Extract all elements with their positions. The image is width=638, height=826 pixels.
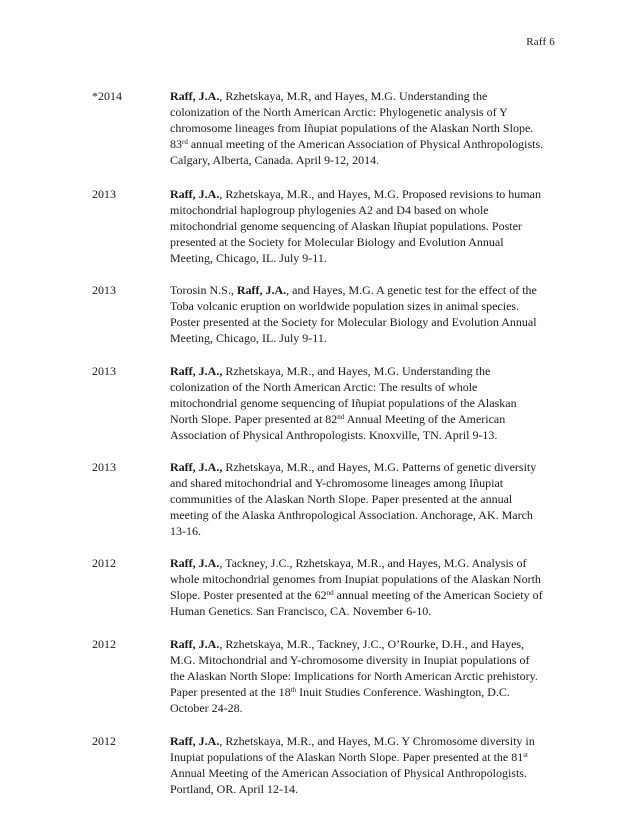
author-highlight: Raff, J.A.,: [170, 364, 223, 378]
author-highlight: Raff, J.A.: [170, 556, 220, 570]
author-highlight: Raff, J.A.: [170, 734, 220, 748]
citation-year: 2013: [92, 460, 116, 474]
citation-text: [170, 186, 545, 266]
citation-fragment: Inuit Studies Conference. Washington, D.C. October 24-28.: [170, 685, 510, 715]
citation-year: 2013: [92, 283, 116, 297]
citation-fragment: , Rzhetskaya, M.R., and Hayes, M.G. Proposed revisions to human mitochondrial haplogroup phylogenies A2 and D4 based on whole mitochondrial genome sequencing of Alaskan Iñupiat populations. Poster presented at the Society for Molecular Biology and Evolution Annual Meeting, Chicago, IL. July 9-11.: [170, 187, 541, 265]
citation-fragment: annual meeting of the American Society of Human Genetics. San Francisco, CA. November 6-10.: [170, 588, 543, 618]
ordinal-suffix: nd: [337, 413, 345, 421]
citation-fragment: , Rzhetskaya, M.R., Tackney, J.C., O’Rourke, D.H., and Hayes, M.G. Mitochondrial and Y-chromosome diversity in Inupiat populations of the Alaskan North Slope: Implications for North American Arctic prehistory. Paper presented at the 18: [170, 637, 538, 699]
citation-entry: [0, 363, 638, 443]
citation-fragment: , Rzhetskaya, M.R, and Hayes, M.G. Understanding the colonization of the North American Arctic: Phylogenetic analysis of Y chromosome lineages from Iñupiat populations of the Alaskan North Slope. 83: [170, 89, 534, 151]
citation-text: [170, 555, 545, 619]
citation-fragment: , Rzhetskaya, M.R., and Hayes, M.G. Y Chromosome diversity in Inupiat populations of the Alaskan North Slope. Paper presented at the 81: [170, 734, 535, 764]
citation-year: 2013: [92, 364, 116, 378]
author-highlight: Raff, J.A.: [170, 637, 220, 651]
author-highlight: Raff, J.A.: [170, 89, 220, 103]
citation-year: 2012: [92, 637, 116, 651]
citation-text: [170, 636, 545, 716]
citation-entry: [0, 733, 638, 797]
citation-entry: [0, 555, 638, 619]
citation-text: [170, 88, 545, 168]
citation-year: 2012: [92, 556, 116, 570]
citation-year: *2014: [92, 89, 122, 103]
citation-fragment: Rzhetskaya, M.R., and Hayes, M.G. Understanding the colonization of the North American Arctic: The results of whole mitochondrial genome sequencing of Iñupiat populations of the Alaskan North Slope. Paper presented at 82: [170, 364, 517, 426]
citation-entry: [0, 459, 638, 539]
citation-fragment: , and Hayes, M.G. A genetic test for the effect of the Toba volcanic eruption on worldwide population sizes in animal species. Poster presented at the Society for Molecular Biology and Evolution Annual Meeting, Chicago, IL. July 9-11.: [170, 283, 537, 345]
citation-text: [170, 733, 545, 797]
citation-fragment: annual meeting of the American Association of Physical Anthropologists. Calgary, Alberta, Canada. April 9-12, 2014.: [170, 137, 544, 167]
citation-year: 2012: [92, 734, 116, 748]
citation-fragment: Annual Meeting of the American Association of Physical Anthropologists. Knoxville, TN. April 9-13.: [170, 412, 506, 442]
ordinal-suffix: nd: [326, 589, 334, 597]
citation-year: 2013: [92, 187, 116, 201]
citation-fragment: Torosin N.S.,: [170, 283, 237, 297]
author-highlight: Raff, J.A.: [236, 283, 287, 297]
citation-text: [170, 282, 545, 346]
citation-entry: [0, 636, 638, 716]
citation-text: [170, 363, 545, 443]
ordinal-suffix: st: [523, 751, 528, 759]
citation-entry: [0, 88, 638, 168]
author-highlight: Raff, J.A.,: [170, 460, 223, 474]
ordinal-suffix: rd: [182, 138, 188, 146]
page-header: Raff 6: [526, 36, 555, 48]
citation-fragment: Rzhetskaya, M.R., and Hayes, M.G. Patterns of genetic diversity and shared mitochondrial and Y-chromosome lineages among Iñupiat communities of the Alaskan North Slope. Paper presented at the annual meeting of the Alaska Anthropological Association. Anchorage, AK. March 13-16.: [170, 460, 537, 538]
citation-fragment: , Tackney, J.C., Rzhetskaya, M.R., and Hayes, M.G. Analysis of whole mitochondrial genomes from Inupiat populations of the Alaskan North Slope. Poster presented at the 62: [170, 556, 541, 602]
ordinal-suffix: th: [290, 686, 297, 694]
citation-entry: [0, 186, 638, 266]
citation-fragment: Annual Meeting of the American Association of Physical Anthropologists. Portland, OR. April 12-14.: [170, 766, 527, 796]
citation-text: [170, 459, 545, 539]
author-highlight: Raff, J.A.: [170, 187, 220, 201]
citation-list: [0, 88, 638, 797]
citation-entry: [0, 282, 638, 346]
